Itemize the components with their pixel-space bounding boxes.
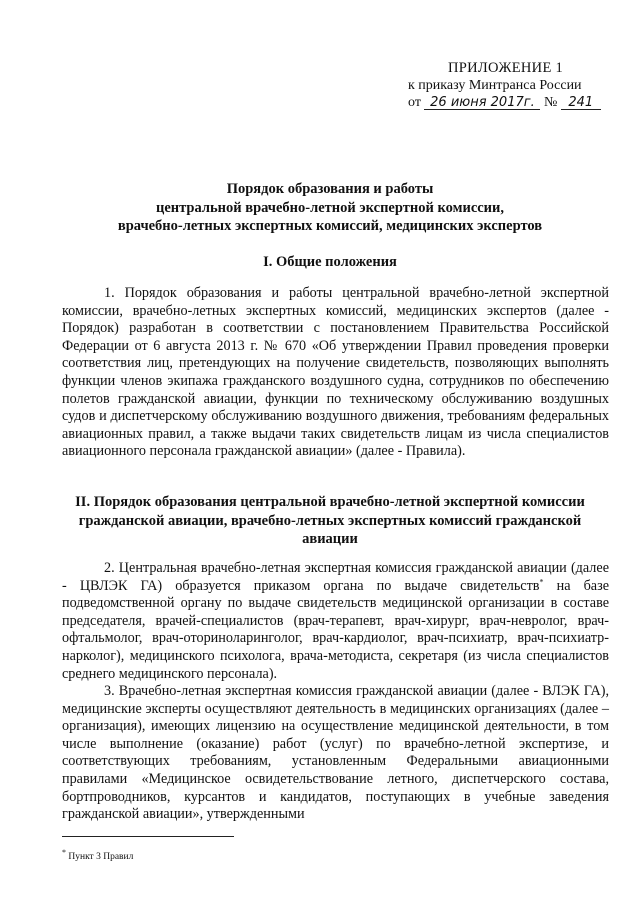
from-prefix: от	[408, 95, 421, 110]
appendix-order-ref: к приказу Минтранса России	[408, 78, 582, 93]
handwritten-date: 26 июня 2017г.	[424, 96, 540, 110]
paragraph-1: 1. Порядок образования и работы центральной врачебно-летной экспертной комиссии, врачебно-летных экспертных комиссий, медицинских экспертов (далее - Порядок) разработан в соответствии с постановлением Правительства Российской Федерации от 6 августа 2013 г. № 670 «Об утверждении Правил проведения проверки соответствия лиц, претендующих на получение свидетельств, позволяющих выполнять функции членов экипажа гражданского воздушного судна, сотрудников по обеспечению полетов гражданской авиации, функции по техническому обслуживанию воздушных судов и диспетчерскому обслуживанию воздушного движения, требованиям федеральных авиационных правил, а также выдачи таких свидетельств лицам из числа специалистов авиационного персонала гражданской авиации» (далее - Правила).	[62, 285, 609, 460]
footnote-ref-marker[interactable]: *	[539, 576, 544, 586]
paragraph-3: 3. Врачебно-летная экспертная комиссия гражданской авиации (далее - ВЛЭК ГА), медицинские эксперты осуществляют деятельность в медицинских организациях (далее – организация), имеющих лицензию на осуществление медицинской деятельности, в том числе выполнение (оказание) работ (услуг) по врачебно-летной экспертизе, и соответствующих требованиям, установленным Федеральными авиационными правилами «Медицинское освидетельствование летного, диспетчерского состава, бортпроводников, курсантов и кандидатов, поступающих в учебные заведения гражданской авиации», утвержденными	[62, 683, 609, 823]
section-2-heading	[60, 493, 600, 549]
footnote-marker: *	[62, 847, 66, 857]
paragraph-2-part-1: 2. Центральная врачебно-летная экспертная комиссия гражданской авиации (далее - ЦВЛЭК ГА) образуется приказом органа по выдаче свидетельств	[62, 560, 609, 594]
section-2-heading-line-3: авиации	[302, 531, 358, 547]
footnote-divider	[62, 836, 234, 837]
footnote-text: Пункт 3 Правил	[68, 852, 134, 862]
appendix-date-number	[400, 94, 610, 111]
section-1-heading: I. Общие положения	[263, 254, 397, 270]
document-title	[60, 180, 600, 236]
title-line-3: врачебно-летных экспертных комиссий, медицинских экспертов	[117, 218, 543, 234]
footnote	[62, 847, 134, 863]
title-line-1: Порядок образования и работы	[226, 181, 434, 197]
number-prefix: №	[543, 95, 558, 110]
paragraph-2-part-2: на базе подведомственной органу по выдаче свидетельств медицинской организации в составе председателя, врачей-специалистов (врач-терапевт, врач-хирург, врач-невролог, врач-офтальмолог, врач-оториноларинголог, врач-кардиолог, врач-психиатр, врач-психиатр-нарколог), медицинского психолога, врача-методиста, секретаря (из числа специалистов среднего медицинского персонала).	[62, 577, 610, 682]
section-2-heading-line-2: гражданской авиации, врачебно-летных экспертных комиссий гражданской	[78, 512, 582, 529]
paragraph-2	[62, 560, 609, 683]
appendix-label: ПРИЛОЖЕНИЕ 1	[448, 60, 564, 76]
appendix-header	[400, 60, 610, 111]
title-line-2: центральной врачебно-летной экспертной комиссии,	[155, 199, 505, 216]
handwritten-number: 241	[561, 96, 601, 110]
section-2-heading-line-1: II. Порядок образования центральной врачебно-летной экспертной комиссии	[75, 494, 585, 510]
